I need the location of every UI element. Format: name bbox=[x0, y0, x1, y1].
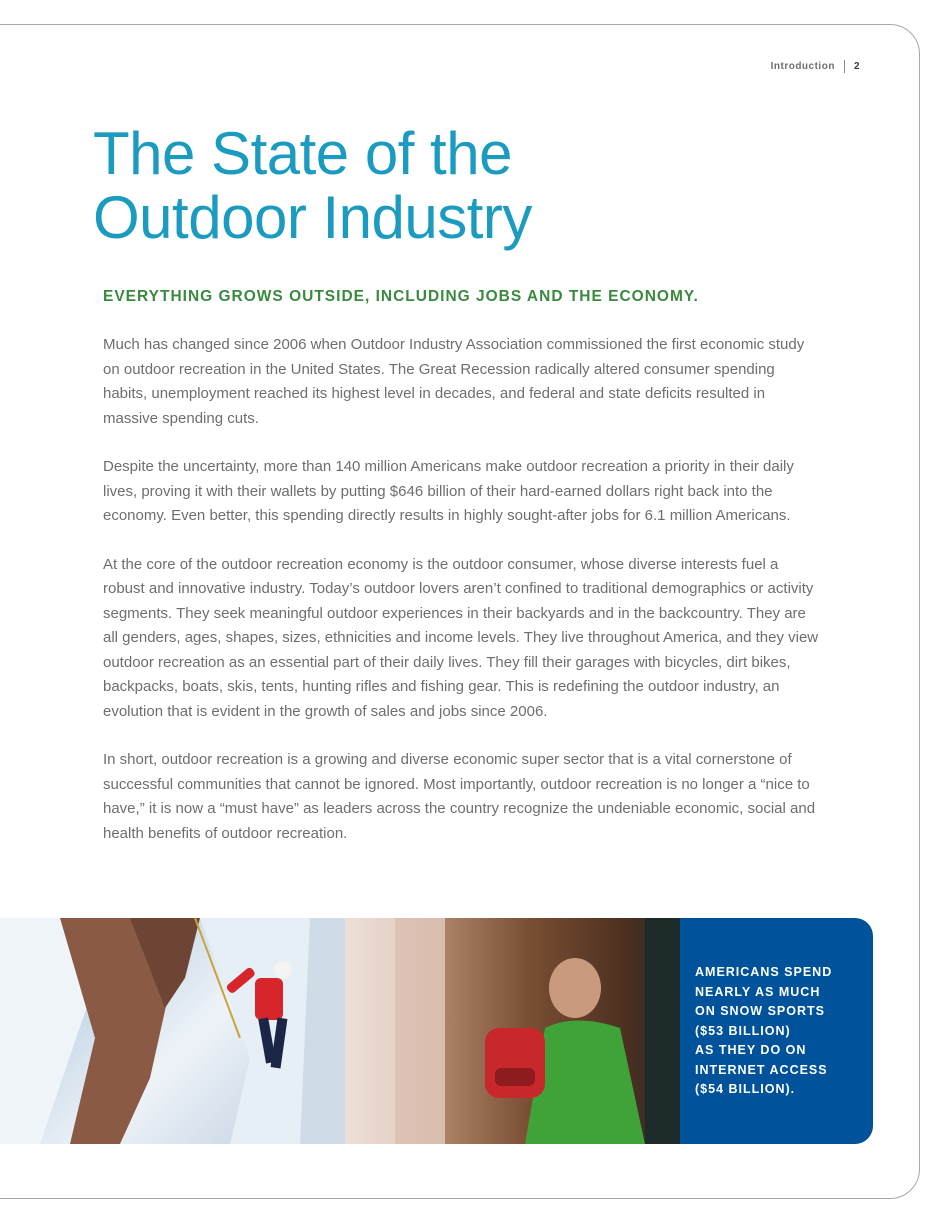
page-number: 2 bbox=[853, 61, 860, 72]
running-header bbox=[771, 60, 860, 73]
callout-line: ($53 BILLION) bbox=[695, 1023, 791, 1038]
callout-line: INTERNET ACCESS bbox=[695, 1062, 828, 1077]
header-divider bbox=[844, 60, 845, 73]
callout-line: ON SNOW SPORTS bbox=[695, 1004, 825, 1018]
page-title bbox=[93, 122, 532, 250]
body-text bbox=[103, 333, 823, 870]
callout-line: AMERICANS SPEND bbox=[695, 965, 833, 979]
page-title-line-1: The State of the bbox=[93, 120, 512, 187]
paragraph: Despite the uncertainty, more than 140 million Americans make outdoor recreation a priority in their daily lives, proving it with their wallets by putting $646 billion of their hard-earned dollars right back into the economy. Even better, this spending directly results in highly sought-after jobs for 6.1 million Americans. bbox=[103, 458, 794, 524]
section-label: Introduction bbox=[770, 61, 835, 72]
paragraph: In short, outdoor recreation is a growing and diverse economic super sector that is a vital cornerstone of successful communities that cannot be ignored. Most importantly, outdoor recreation is no longer a “nice to have,” it is now a “must have” as leaders across the country recognize the undeniable economic, social and health benefits of outdoor recreation. bbox=[103, 751, 816, 842]
ice-climber-illustration bbox=[0, 918, 345, 1144]
ice-climber-photo bbox=[0, 918, 345, 1144]
callout-text bbox=[695, 963, 863, 1100]
callout-box bbox=[680, 918, 873, 1144]
callout-line: AS THEY DO ON bbox=[695, 1043, 807, 1057]
page-title-line-2: Outdoor Industry bbox=[93, 184, 532, 251]
callout-line: NEARLY AS MUCH bbox=[695, 984, 821, 999]
photo-strip bbox=[0, 918, 680, 1144]
paragraph: At the core of the outdoor recreation economy is the outdoor consumer, whose diverse interests fuel a robust and innovative industry. Today’s outdoor lovers aren’t confined to traditional demographics or activity segments. They seek meaningful outdoor experiences in their backyards and in the backcountry. They are all genders, ages, shapes, sizes, ethnicities and income levels. They live throughout America, and they view outdoor recreation as an essential part of their daily lives. They fill their garages with bicycles, dirt bikes, backpacks, boats, skis, tents, hunting rifles and fishing gear. This is redefining the outdoor industry, an evolution that is evident in the growth of sales and jobs since 2006. bbox=[103, 555, 819, 720]
shopper-with-backpack-photo bbox=[345, 918, 680, 1144]
paragraph: Much has changed since 2006 when Outdoor Industry Association commissioned the first economic study on outdoor recreation in the United States. The Great Recession radically altered consumer spending habits, unemployment reached its highest level in decades, and federal and state deficits resulted in massive spending cuts. bbox=[103, 336, 805, 427]
callout-line: ($54 BILLION). bbox=[695, 1082, 796, 1096]
section-subtitle: EVERYTHING GROWS OUTSIDE, INCLUDING JOBS AND THE ECONOMY. bbox=[103, 288, 699, 305]
shopper-illustration bbox=[345, 918, 680, 1144]
